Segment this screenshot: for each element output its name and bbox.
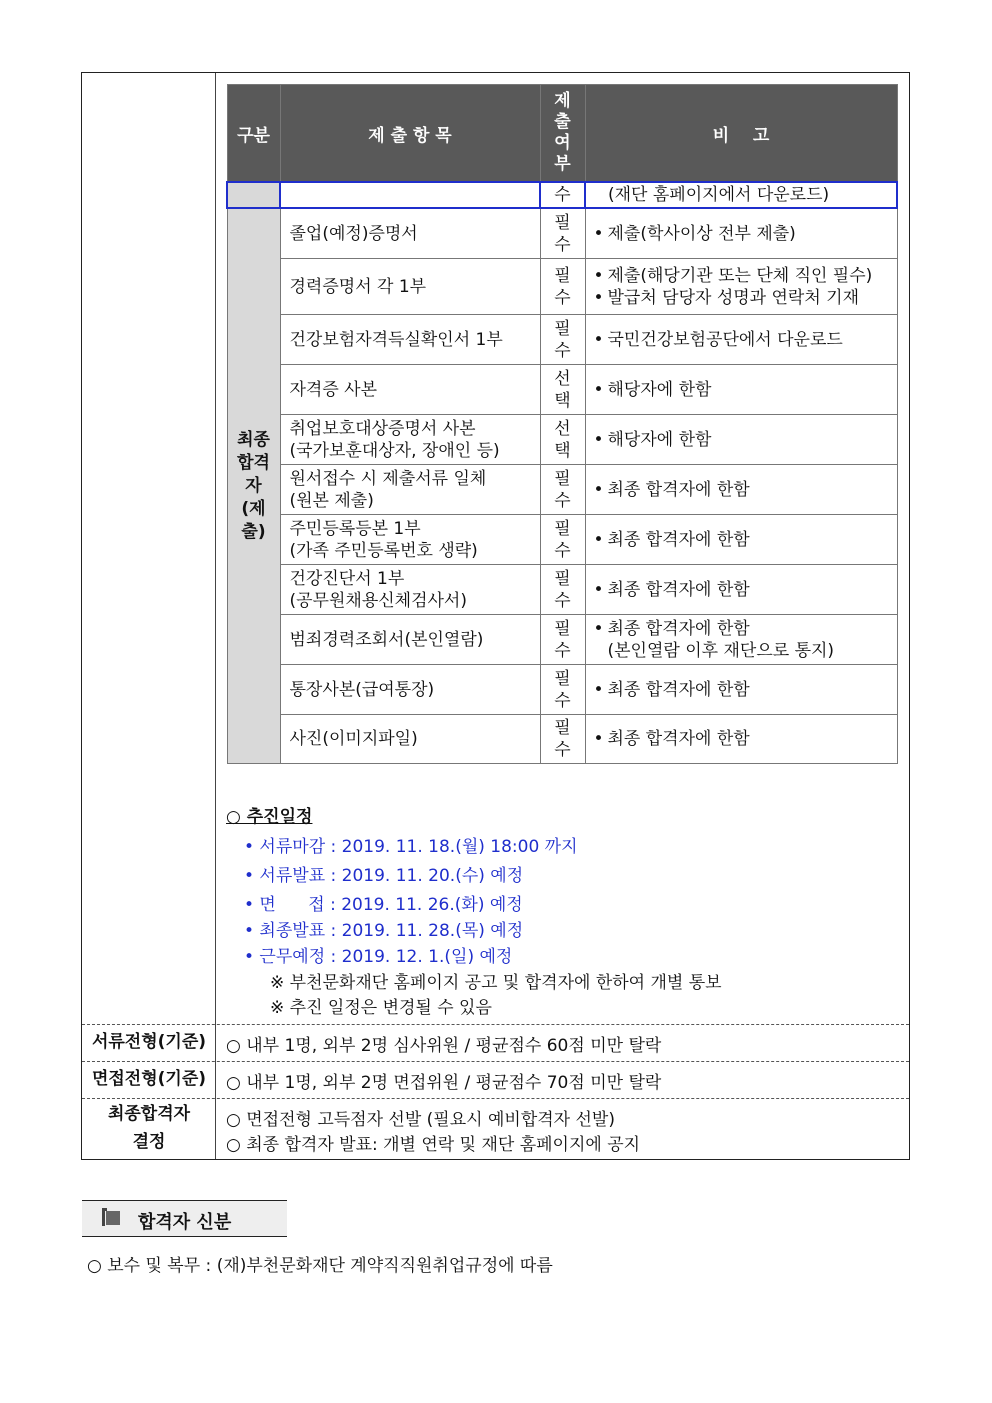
- item-text: 경력증명서 각 1부: [289, 276, 427, 297]
- continued-item-cell: [280, 182, 540, 208]
- remark-text: • 최종 합격자에 한함: [593, 618, 750, 639]
- row-divider: [82, 1061, 909, 1062]
- final-decision-line: ○ 면접전형 고득점자 선발 (필요시 예비합격자 선발): [226, 1110, 615, 1130]
- remark-text: • 최종 합격자에 한함: [593, 729, 750, 749]
- required-cell: 필 수: [540, 515, 585, 565]
- required-cell: 선 택: [540, 365, 585, 415]
- remark-text: • 최종 합격자에 한함: [593, 579, 750, 600]
- remark-text: • 최종 합격자에 한함: [593, 479, 750, 500]
- table-row: [227, 565, 897, 615]
- item-cell: [280, 259, 540, 315]
- interview-screening-label: 면접전형(기준): [91, 1069, 207, 1089]
- table-row: [227, 615, 897, 665]
- table-header-row: [227, 85, 897, 183]
- item-subtext: (가족 주민등록번호 생략): [289, 540, 478, 561]
- header-required: [540, 85, 585, 183]
- submission-documents-table: [226, 84, 898, 764]
- interview-screening-value: ○ 내부 1명, 외부 2명 면접위원 / 평균점수 70점 미만 탈락: [226, 1073, 662, 1093]
- item-subtext: (국가보훈대상자, 장애인 등): [289, 440, 500, 461]
- item-text: 졸업(예정)증명서: [289, 223, 418, 244]
- remark-cell: [585, 715, 897, 764]
- remark-cell: [585, 515, 897, 565]
- required-cell: 필 수: [540, 465, 585, 515]
- remark-cell: [585, 565, 897, 615]
- item-text: 자격증 사본: [289, 379, 378, 400]
- schedule-item: • 서류발표 : 2019. 11. 20.(수) 예정: [244, 866, 524, 886]
- remark-cell: [585, 415, 897, 465]
- table-row: [227, 365, 897, 415]
- item-text: 원서접수 시 제출서류 일체: [289, 468, 487, 489]
- continued-remark: (재단 홈페이지에서 다운로드): [585, 182, 897, 208]
- table-row: [227, 259, 897, 315]
- required-cell: 필 수: [540, 665, 585, 715]
- item-cell: [280, 565, 540, 615]
- column-divider: [215, 73, 216, 1159]
- table-row: [227, 515, 897, 565]
- item-cell: [280, 615, 540, 665]
- category-cell: [227, 208, 280, 764]
- section-heading: [82, 1200, 287, 1237]
- continued-row: [227, 182, 897, 208]
- item-text: 건강진단서 1부: [289, 568, 405, 589]
- final-decision-label: 최종합격자: [107, 1104, 191, 1124]
- table-row: [227, 665, 897, 715]
- schedule-item: • 서류마감 : 2019. 11. 18.(월) 18:00 까지: [244, 837, 578, 857]
- header-item: 제 출 항 목: [280, 85, 540, 183]
- item-text: 주민등록등본 1부: [289, 518, 421, 539]
- required-cell: 선 택: [540, 415, 585, 465]
- final-decision-label-2: 결정: [132, 1132, 166, 1152]
- required-cell: 필 수: [540, 208, 585, 259]
- item-subtext: (공무원채용신체검사서): [289, 590, 467, 611]
- final-decision-line: ○ 최종 합격자 발표: 개별 연락 및 재단 홈페이지에 공지: [226, 1135, 641, 1155]
- row-divider: [82, 1024, 909, 1025]
- item-text: 범죄경력조회서(본인열람): [289, 629, 484, 650]
- remark-text: • 최종 합격자에 한함: [593, 679, 750, 700]
- compensation-line: ○ 보수 및 복무 : (재)부천문화재단 계약직직원취업규정에 따름: [87, 1256, 553, 1276]
- table-row: [227, 415, 897, 465]
- remark-text: • 제출(학사이상 전부 제출): [593, 223, 796, 244]
- remark-cell: [585, 259, 897, 315]
- table-row: [227, 465, 897, 515]
- item-cell: [280, 415, 540, 465]
- item-text: 취업보호대상증명서 사본: [289, 418, 476, 439]
- item-cell: [280, 515, 540, 565]
- required-cell: 필 수: [540, 565, 585, 615]
- item-subtext: (원본 제출): [289, 490, 374, 511]
- remark-text: • 제출(해당기관 또는 단체 직인 필수): [593, 265, 873, 286]
- document-screening-value: ○ 내부 1명, 외부 2명 심사위원 / 평균점수 60점 미만 탈락: [226, 1036, 662, 1056]
- schedule-item: • 최종발표 : 2019. 11. 28.(목) 예정: [244, 921, 524, 941]
- schedule-note: ※ 부천문화재단 홈페이지 공고 및 합격자에 한하여 개별 통보: [270, 973, 722, 993]
- item-cell: [280, 365, 540, 415]
- remark-cell: [585, 208, 897, 259]
- required-cell: 필 수: [540, 615, 585, 665]
- continued-category-cell: [227, 182, 280, 208]
- continued-required: 수: [540, 182, 585, 208]
- document-screening-label: 서류전형(기준): [91, 1032, 207, 1052]
- item-cell: [280, 465, 540, 515]
- schedule-title: ○ 추진일정: [226, 807, 313, 827]
- section-square-icon: [106, 1211, 120, 1225]
- item-cell: [280, 208, 540, 259]
- required-cell: 필 수: [540, 315, 585, 365]
- remark-text: • 발급처 담당자 성명과 연락처 기재: [593, 287, 860, 308]
- table-row: [227, 315, 897, 365]
- remark-text: (본인열람 이후 재단으로 통지): [607, 640, 835, 661]
- item-cell: [280, 715, 540, 764]
- item-text: 사진(이미지파일): [289, 729, 418, 749]
- item-text: 건강보험자격득실확인서 1부: [289, 329, 503, 350]
- section-title: 합격자 신분: [138, 1212, 232, 1233]
- item-cell: [280, 665, 540, 715]
- header-remark: 비 고: [585, 85, 897, 183]
- remark-text: • 국민건강보험공단에서 다운로드: [593, 329, 843, 350]
- category-label: 최종 합격 자 (제 출): [237, 429, 270, 542]
- required-cell: 필 수: [540, 259, 585, 315]
- remark-cell: [585, 315, 897, 365]
- table-row: [227, 208, 897, 259]
- remark-cell: [585, 665, 897, 715]
- row-divider: [82, 1098, 909, 1099]
- schedule-item: • 면 접 : 2019. 11. 26.(화) 예정: [244, 895, 523, 915]
- required-cell: 필 수: [540, 715, 585, 764]
- remark-text: • 해당자에 한함: [593, 379, 712, 400]
- item-cell: [280, 315, 540, 365]
- schedule-item: • 근무예정 : 2019. 12. 1.(일) 예정: [244, 947, 513, 967]
- remark-text: • 최종 합격자에 한함: [593, 529, 750, 550]
- schedule-note: ※ 추진 일정은 변경될 수 있음: [270, 998, 492, 1018]
- remark-cell: [585, 615, 897, 665]
- remark-cell: [585, 465, 897, 515]
- item-text: 통장사본(급여통장): [289, 679, 435, 700]
- header-category: 구분: [227, 85, 280, 183]
- remark-text: • 해당자에 한함: [593, 429, 712, 450]
- remark-cell: [585, 365, 897, 415]
- header-required-text: 제 출 여 부: [554, 91, 571, 174]
- table-row: [227, 715, 897, 764]
